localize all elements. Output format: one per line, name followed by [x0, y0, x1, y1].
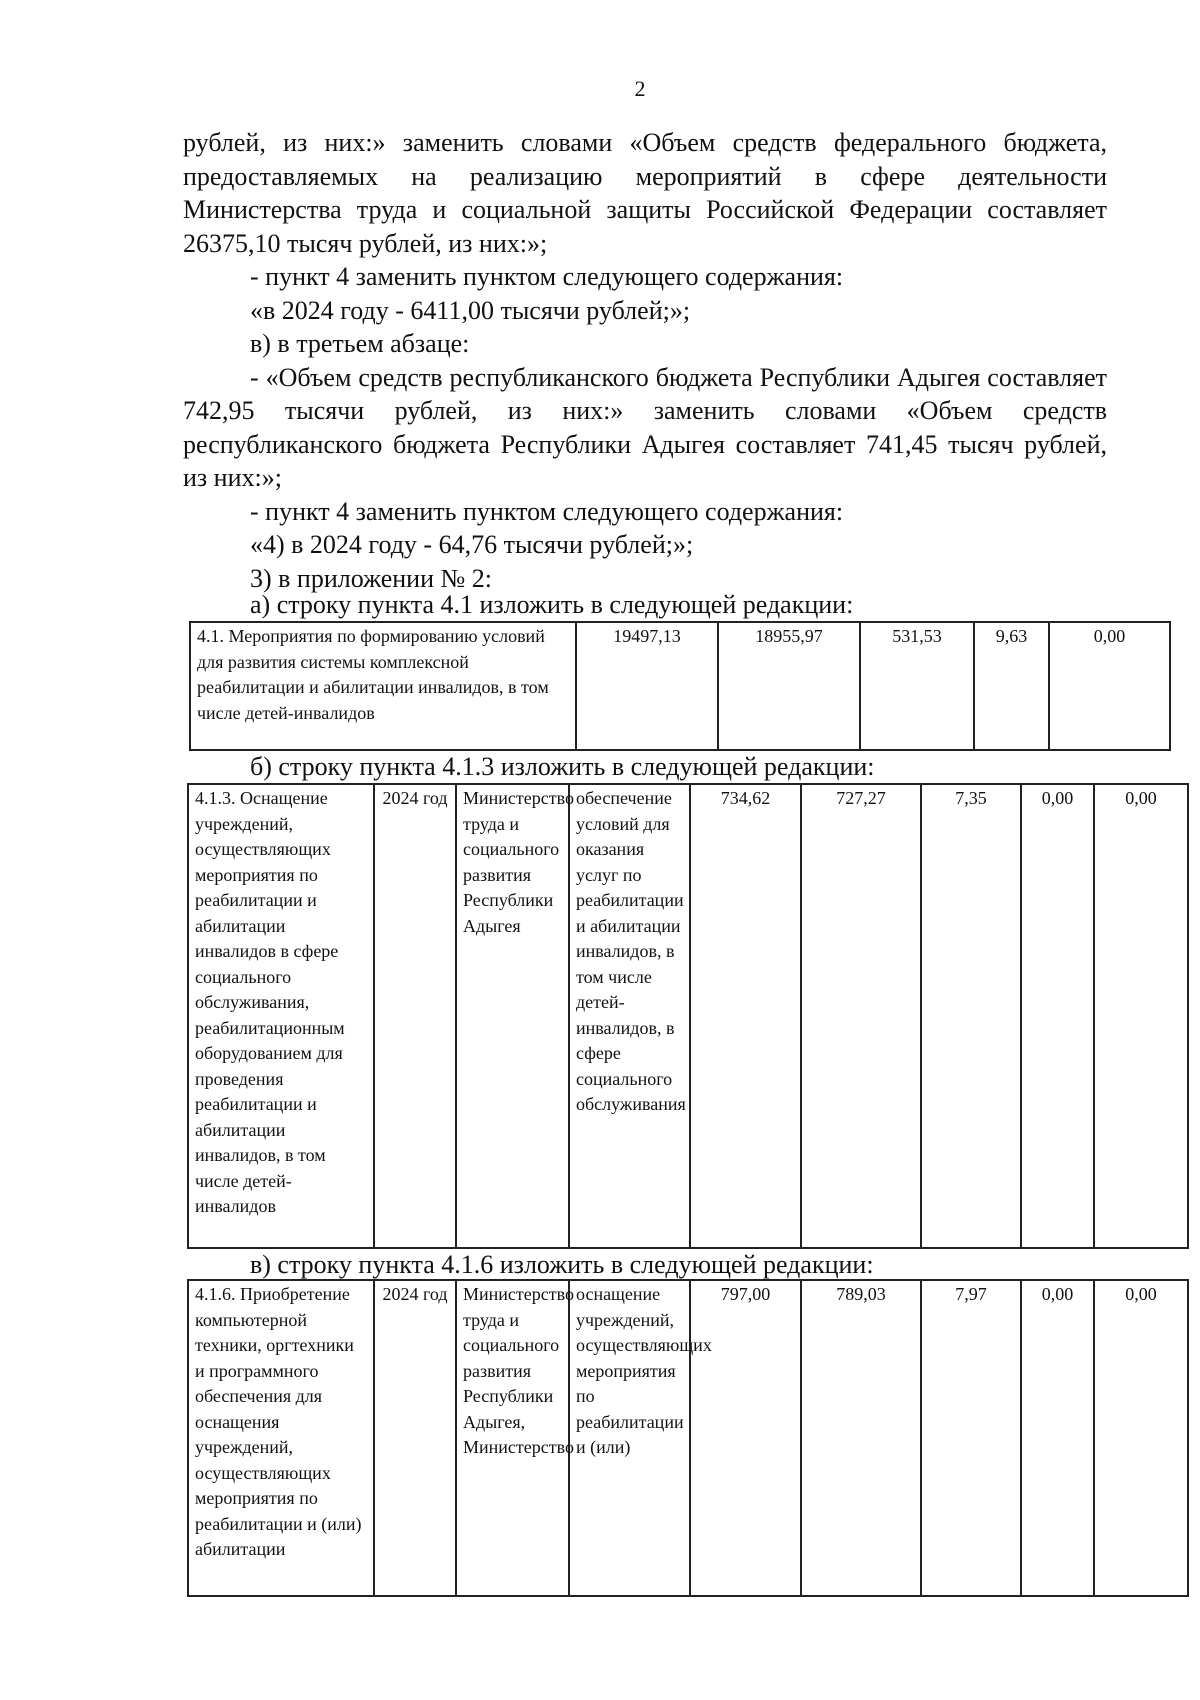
paragraph: рублей, из них:» заменить словами «Объем средств федерального бюджета, предоставляемых на реализацию мероприятий в сфере деятельности Министерства труда и социальной защиты Российской Федерации составляет 26375,10 тысяч рублей, из них:»; [183, 128, 1107, 258]
cell-value: 0,00 [1021, 1280, 1094, 1596]
paragraph: - пункт 4 заменить пунктом следующего содержания: [250, 496, 844, 526]
cell-value: 9,63 [974, 622, 1049, 750]
paragraph: 3) в приложении № 2: [250, 563, 493, 593]
cell-result: оснащение учреждений, осуществляющих мероприятия по реабилитации и (или) [569, 1280, 690, 1596]
paragraph: в) в третьем абзаце: [250, 329, 470, 358]
table-row-4-1-3 [187, 783, 1189, 1249]
cell-value: 797,00 [690, 1280, 801, 1596]
cell-year: 2024 год [374, 784, 456, 1248]
cell-name: 4.1.3. Оснащение учреждений, осуществляющих мероприятия по реабилитации и абилитации инвалидов в сфере социального обслуживания, реабилитационным оборудованием для проведения реабилитации и абилитации инвалидов, в том числе детей-инвалидов [188, 784, 374, 1248]
cell-result: обеспечение условий для оказания услуг по реабилитации и абилитации инвалидов, в том числе детей-инвалидов, в сфере социального обслуживания [569, 784, 690, 1248]
table-row-4-1 [189, 621, 1171, 751]
body-text [183, 126, 1107, 595]
cell-name: 4.1.6. Приобретение компьютерной техники, оргтехники и программного обеспечения для оснащения учреждений, осуществляющих мероприятия по реабилитации и (или) абилитации [188, 1280, 374, 1596]
paragraph: - «Объем средств республиканского бюджета Республики Адыгея составляет 742,95 тысячи рублей, из них:» заменить словами «Объем средств республиканского бюджета Республики Адыгея составляет 741,45 тысяч рублей, из них:»; [183, 362, 1107, 492]
page-number: 2 [634, 76, 646, 101]
cell-year: 2024 год [374, 1280, 456, 1596]
cell-value: 0,00 [1094, 784, 1188, 1248]
cell-value: 727,27 [801, 784, 921, 1248]
cell-name: 4.1. Мероприятия по формированию условий для развития системы комплексной реабилитации и абилитации инвалидов, в том числе детей-инвалидов [190, 622, 576, 750]
cell-value: 7,97 [921, 1280, 1021, 1596]
cell-executor: Министерство труда и социального развития Республики Адыгея, Министерство [456, 1280, 569, 1596]
section-heading: а) строку пункта 4.1 изложить в следующей редакции: [250, 590, 854, 619]
cell-value: 0,00 [1094, 1280, 1188, 1596]
cell-value: 531,53 [860, 622, 974, 750]
cell-value: 18955,97 [718, 622, 860, 750]
section-heading: в) строку пункта 4.1.6 изложить в следующей редакции: [250, 1250, 874, 1279]
section-heading: б) строку пункта 4.1.3 изложить в следующей редакции: [250, 752, 875, 781]
cell-executor: Министерство труда и социального развития Республики Адыгея [456, 784, 569, 1248]
paragraph: «4) в 2024 году - 64,76 тысячи рублей;»; [250, 530, 694, 559]
cell-value: 734,62 [690, 784, 801, 1248]
cell-value: 19497,13 [576, 622, 718, 750]
cell-value: 789,03 [801, 1280, 921, 1596]
table-row-4-1-6 [187, 1279, 1189, 1597]
paragraph: - пункт 4 заменить пунктом следующего содержания: [250, 262, 844, 291]
paragraph: «в 2024 году - 6411,00 тысячи рублей;»; [250, 295, 691, 325]
cell-value: 0,00 [1049, 622, 1170, 750]
cell-value: 0,00 [1021, 784, 1094, 1248]
cell-value: 7,35 [921, 784, 1021, 1248]
